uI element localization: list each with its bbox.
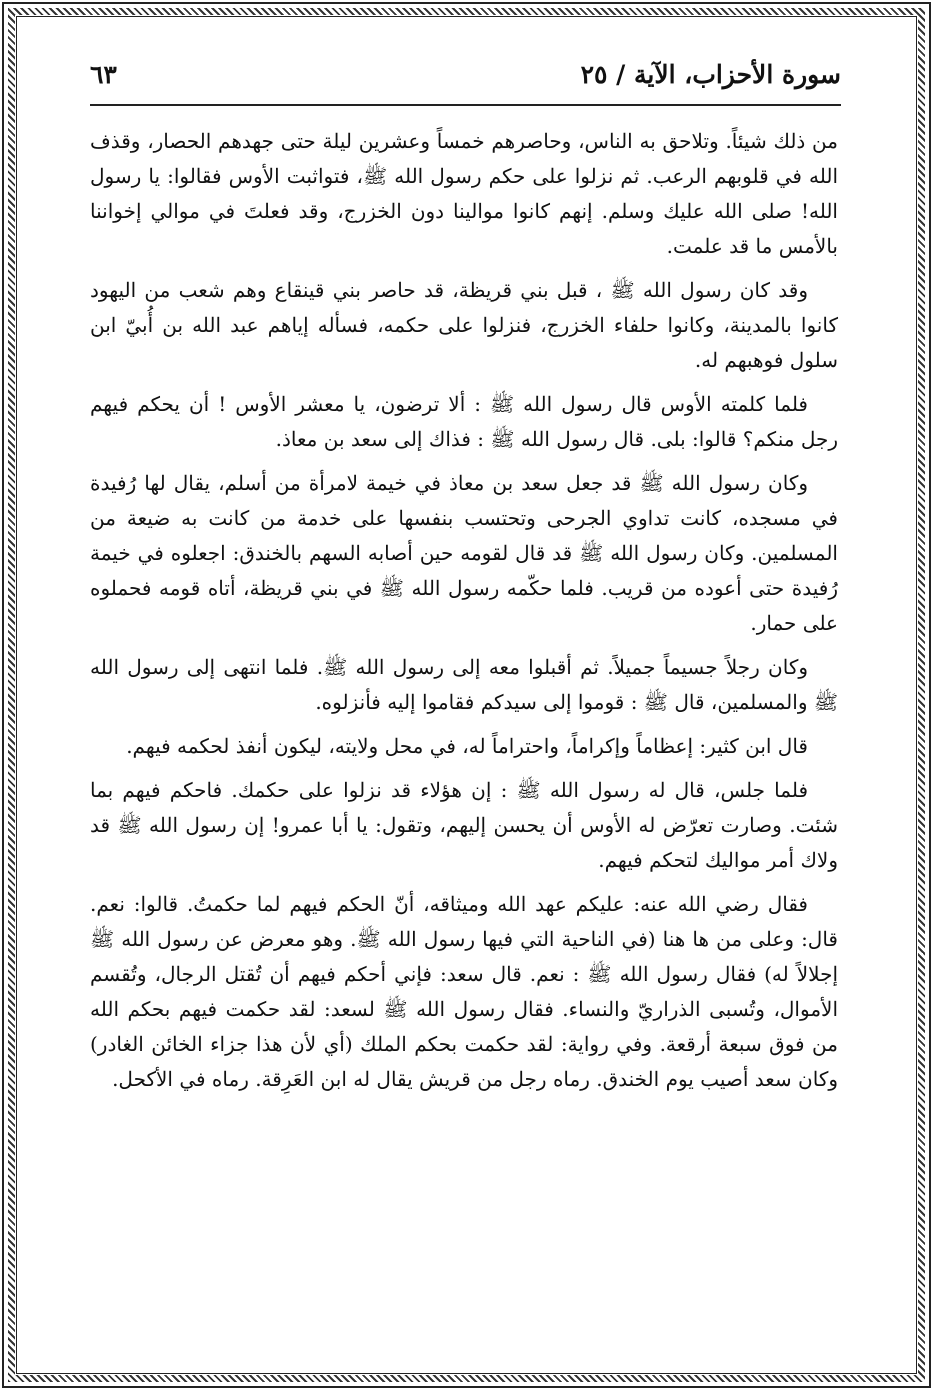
page-number: ٦٣ (90, 60, 117, 89)
paragraph: وقد كان رسول الله ﷺ ، قبل بني قريظة، قد حاصر بني قينقاع وهم شعب من اليهود كانوا بالمدينة، وكانوا حلفاء الخزرج، فنزلوا على حكمه، فسأله إياهم عبد الله بن أُبيّ ابن سلول فوهبهم له. (90, 278, 838, 372)
paragraph: وكان رسول الله ﷺ قد جعل سعد بن معاذ في خيمة لامرأة من أسلم، يقال لها رُفيدة في مسجده، كانت تداوي الجرحى وتحتسب بنفسها على خدمة من كانت به ضيعة من المسلمين. وكان رسول الله ﷺ قد قال لقومه حين أصابه السهم بالخندق: اجعلوه في خيمة رُفيدة حتى أعوده من قريب. فلما حكّمه رسول الله ﷺ في بني قريظة، أتاه قومه فحملوه على حمار. (90, 471, 838, 635)
paragraph: فلما جلس، قال له رسول الله ﷺ : إن هؤلاء قد نزلوا على حكمك. فاحكم فيهم بما شئت. وصارت تعرّض له الأوس أن يحسن إليهم، وتقول: يا أبا عمرو! إن رسول الله ﷺ قد ولاك أمر مواليك لتحكم فيهم. (90, 778, 838, 872)
running-header (90, 60, 841, 100)
running-header-title: سورة الأحزاب، الآية / ٢٥ (580, 60, 841, 89)
paragraph: وكان رجلاً جسيماً جميلاً. ثم أقبلوا معه إلى رسول الله ﷺ. فلما انتهى إلى رسول الله ﷺ والمسلمين، قال ﷺ : قوموا إلى سيدكم فقاموا إليه فأنزلوه. (90, 655, 838, 714)
body-text (90, 124, 838, 1324)
paragraph: فقال رضي الله عنه: عليكم عهد الله وميثاقه، أنّ الحكم فيهم لما حكمتُ. قالوا: نعم. قال: وعلى من ها هنا (في الناحية التي فيها رسول الله ﷺ. وهو معرض عن رسول الله ﷺ إجلالاً له) فقال رسول الله ﷺ : نعم. قال سعد: فإني أحكم فيهم أن تُقتل الرجال، وتُقسم الأموال، وتُسبى الذراريّ والنساء. فقال رسول الله ﷺ لسعد: لقد حكمت فيهم بحكم الله من فوق سبعة أرقعة. وفي رواية: لقد حكمت بحكم الملك (أي لأن هذا جزاء الخائن الغادر) وكان سعد أصيب يوم الخندق. رماه رجل من قريش يقال له ابن العَرِقة. رماه في الأكحل. (90, 892, 838, 1091)
paragraph: من ذلك شيئاً. وتلاحق به الناس، وحاصرهم خمساً وعشرين ليلة حتى جهدهم الحصار، وقذف الله في قلوبهم الرعب. ثم نزلوا على حكم رسول الله ﷺ، فتواثبت الأوس فقالوا: يا رسول الله! صلى الله عليك وسلم. إنهم كانوا موالينا دون الخزرج، وقد فعلتَ في موالي إخواننا بالأمس ما قد علمت. (90, 129, 838, 258)
paragraph: فلما كلمته الأوس قال رسول الله ﷺ : ألا ترضون، يا معشر الأوس ! أن يحكم فيهم رجل منكم؟ قالوا: بلى. قال رسول الله ﷺ : فذاك إلى سعد بن معاذ. (90, 392, 838, 451)
paragraph: قال ابن كثير: إعظاماً وإكراماً، واحتراماً له، في محل ولايته، ليكون أنفذ لحكمه فيهم. (126, 734, 808, 758)
header-divider (90, 104, 841, 106)
